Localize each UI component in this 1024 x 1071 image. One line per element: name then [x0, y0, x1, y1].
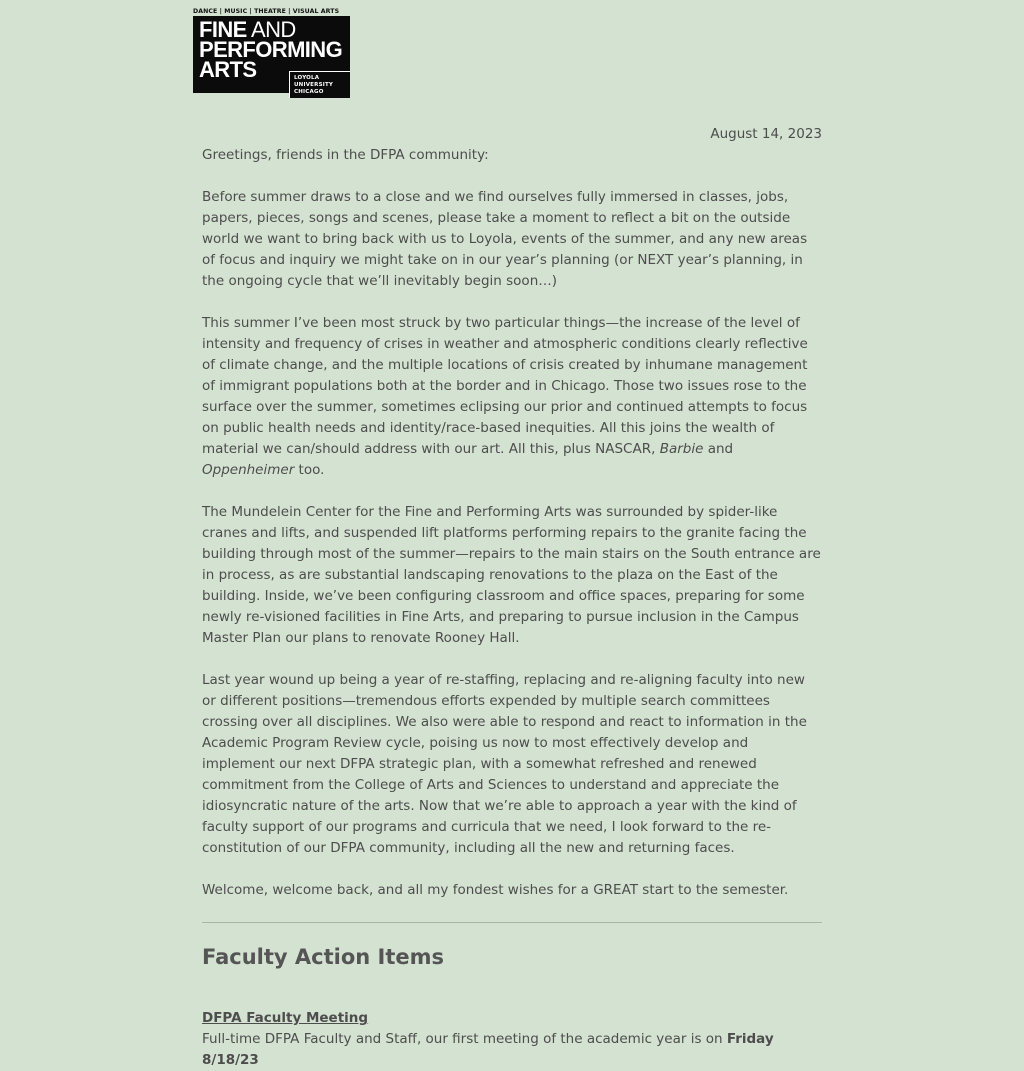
newsletter-content — [202, 124, 822, 1071]
faculty-meeting-body: Full-time DFPA Faculty and Staff, our first meeting of the academic year is on — [202, 1031, 727, 1047]
logo-line-1-light: AND — [246, 17, 296, 42]
paragraph-2-end: too. — [294, 462, 325, 478]
logo-line-2: PERFORMING — [199, 37, 343, 62]
logo-tag-line-3: CHICAGO — [294, 89, 324, 95]
faculty-meeting-link[interactable]: DFPA Faculty Meeting — [202, 1010, 369, 1026]
oppenheimer-title: Oppenheimer — [202, 462, 295, 478]
logo-line-3: ARTS — [199, 57, 257, 82]
faculty-meeting-text — [202, 1029, 822, 1071]
paragraph-2-text: This summer I’ve been most struck by two particular things—the increase of the level of intensity and frequency of crises in weather and atmospheric conditions clearly reflective of climate change, and the multiple locations of crisis created by inhumane management of immigrant populations both at the border and in Chicago. Those two issues rose to the surface over the summer, sometimes eclipsing our prior and continued attempts to focus on public health needs and identity/race-based inequities. All this joins the wealth of material we can/should address with our art. All this, plus NASCAR, — [202, 315, 808, 457]
faculty-meeting-date: Friday 8/18/23 — [202, 1031, 774, 1068]
dfpa-logo — [193, 8, 351, 98]
letter-paragraph-5: Welcome, welcome back, and all my fondest wishes for a GREAT start to the semester. — [202, 882, 789, 898]
paragraph-2-and: and — [703, 441, 734, 457]
section-divider — [202, 922, 822, 923]
letter-paragraph-2 — [202, 313, 822, 481]
barbie-title: Barbie — [659, 441, 704, 457]
faculty-action-items-heading: Faculty Action Items — [202, 945, 445, 969]
letter-greeting: Greetings, friends in the DFPA community: — [202, 147, 489, 163]
letter-paragraph-3: The Mundelein Center for the Fine and Performing Arts was surrounded by spider-like cranes and lifts, and suspended lift platforms performing repairs to the granite facing the building through most of the summer—repairs to the main stairs on the South entrance are in process, as are substantial landscaping renovations to the plaza on the East of the building. Inside, we’ve been configuring classroom and office spaces, preparing for some newly re-visioned facilities in Fine Arts, and preparing to pursue inclusion in the Campus Master Plan our plans to renovate Rooney Hall. — [202, 504, 821, 646]
letter-date: August 14, 2023 — [710, 126, 822, 142]
letter-paragraph-4: Last year wound up being a year of re-staffing, replacing and re-aligning faculty into new or different positions—tremendous efforts expended by multiple search committees crossing over all disciplines. We also were able to respond and react to information in the Academic Program Review cycle, poising us now to most effectively develop and implement our next DFPA strategic plan, with a somewhat refreshed and renewed commitment from the College of Arts and Sciences to understand and appreciate the idiosyncratic nature of the arts. Now that we’re able to approach a year with the kind of faculty support of our programs and curricula that we need, I look forward to the re-constitution of our DFPA community, including all the new and returning faces. — [202, 672, 807, 856]
logo-tag-line-1: LOYOLA — [294, 75, 320, 81]
letter-paragraph-1: Before summer draws to a close and we find ourselves fully immersed in classes, jobs, papers, pieces, songs and scenes, please take a moment to reflect a bit on the outside world we want to bring back with us to Loyola, events of the summer, and any new areas of focus and inquiry we might take on in our year’s planning (or NEXT year’s planning, in the ongoing cycle that we’ll inevitably begin soon…) — [202, 189, 808, 289]
logo-tag-line-2: UNIVERSITY — [294, 82, 334, 88]
logo-university-tag — [289, 71, 350, 98]
logo-disciplines-text: DANCE | MUSIC | THEATRE | VISUAL ARTS — [193, 8, 340, 15]
logo-line-1-bold: FINE — [199, 17, 247, 42]
